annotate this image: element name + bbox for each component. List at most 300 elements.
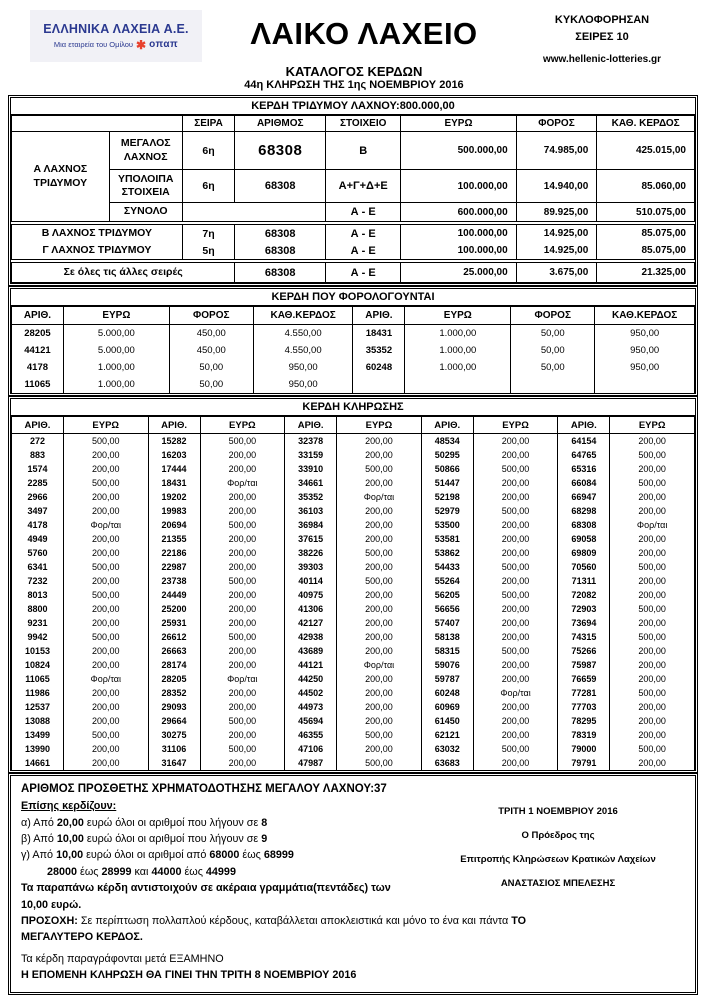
prize-amount: 200,00	[337, 742, 422, 756]
column-header: ΚΑΘ.ΚΕΡΔΟΣ	[253, 307, 353, 325]
prize-amount: 200,00	[473, 546, 558, 560]
prize-amount: 200,00	[610, 728, 695, 742]
prize-amount: 200,00	[473, 476, 558, 490]
prize-amount: 200,00	[63, 756, 148, 770]
prize-amount: 200,00	[610, 714, 695, 728]
prize-amount: 200,00	[473, 532, 558, 546]
triple-prize-header-row	[12, 116, 695, 132]
net-amount: 510.075,00	[597, 203, 695, 222]
prize-amount: 200,00	[473, 434, 558, 449]
winning-number: 68308	[235, 263, 326, 283]
prize-amount: 200,00	[63, 546, 148, 560]
ticket-number: 69058	[558, 532, 610, 546]
signature-name: ΑΝΑΣΤΑΣΙΟΣ ΜΠΕΛΕΣΗΣ	[500, 878, 616, 889]
ticket-number: 53581	[421, 532, 473, 546]
table-row	[12, 504, 695, 518]
prize-amount: 50,00	[511, 359, 595, 376]
ticket-number: 9231	[12, 616, 64, 630]
ticket-number: 18431	[148, 476, 200, 490]
prize-amount: 50,00	[511, 342, 595, 359]
prize-amount: 200,00	[337, 644, 422, 658]
c-laxnos-row	[12, 242, 695, 260]
winning-number: 68308	[235, 225, 326, 243]
winning-number: 68308	[235, 242, 326, 260]
ticket-number: 54433	[421, 560, 473, 574]
ticket-number: 13499	[12, 728, 64, 742]
ticket-number: 47106	[285, 742, 337, 756]
footer-text: ΜΕΓΑΛΥΤΕΡΟ ΚΕΡΔΟΣ.	[21, 931, 143, 944]
prize-amount: 500,00	[610, 686, 695, 700]
prize-amount: 200,00	[610, 574, 695, 588]
signature-role-2: Επιτροπής Κληρώσεων Κρατικών Λαχείων	[460, 854, 656, 865]
ticket-number: 75266	[558, 644, 610, 658]
prize-amount: 450,00	[169, 342, 253, 359]
ticket-number: 41306	[285, 602, 337, 616]
ticket-number: 13088	[12, 714, 64, 728]
prize-amount: 200,00	[337, 714, 422, 728]
series-cell: 7η	[182, 225, 235, 243]
ticket-number: 35352	[353, 342, 405, 359]
prize-amount: 200,00	[337, 504, 422, 518]
ticket-number: 8013	[12, 588, 64, 602]
column-header: ΦΟΡΟΣ	[169, 307, 253, 325]
ticket-number: 61450	[421, 714, 473, 728]
prize-amount: 200,00	[200, 462, 285, 476]
draw-prizes-banner: ΚΕΡΔΗ ΚΛΗΡΩΣΗΣ	[11, 399, 695, 416]
tax-amount: 14.925,00	[516, 225, 597, 243]
ticket-number: 28205	[12, 325, 64, 343]
prize-amount: 200,00	[63, 714, 148, 728]
prize-amount: 500,00	[200, 742, 285, 756]
ticket-number: 71311	[558, 574, 610, 588]
ticket-number: 52198	[421, 490, 473, 504]
net-amount: 85.075,00	[597, 242, 695, 260]
footer-text: έως	[77, 865, 102, 878]
prize-amount: 200,00	[473, 728, 558, 742]
prize-amount: 200,00	[473, 602, 558, 616]
ticket-number: 63032	[421, 742, 473, 756]
prize-amount: 5.000,00	[63, 325, 169, 343]
prize-amount: 200,00	[473, 630, 558, 644]
ticket-number: 72082	[558, 588, 610, 602]
ticket-number: 78295	[558, 714, 610, 728]
prize-amount: 1.000,00	[405, 359, 511, 376]
ticket-number: 79791	[558, 756, 610, 770]
prize-amount: 4.550,00	[253, 325, 353, 343]
ticket-number: 31106	[148, 742, 200, 756]
ticket-number: 33159	[285, 448, 337, 462]
footer-text: 44999	[205, 865, 236, 878]
prize-amount: 200,00	[610, 588, 695, 602]
prize-amount: 200,00	[63, 462, 148, 476]
table-row	[12, 616, 695, 630]
ticket-number: 38226	[285, 546, 337, 560]
ticket-number: 63683	[421, 756, 473, 770]
table-row	[12, 448, 695, 462]
ticket-number: 2966	[12, 490, 64, 504]
table-row	[12, 658, 695, 672]
table-row	[12, 672, 695, 686]
column-header: ΑΡΙΘ.	[12, 307, 64, 325]
ticket-number: 50295	[421, 448, 473, 462]
taxed-winnings-table	[11, 306, 695, 393]
prize-amount: 200,00	[473, 490, 558, 504]
table-row	[12, 686, 695, 700]
prize-amount	[511, 376, 595, 393]
footer-text: Η ΕΠΟΜΕΝΗ ΚΛΗΡΩΣΗ ΘΑ ΓΙΝΕΙ ΤΗΝ ΤΡΙΤΗ 8 ΝΟΕΜΒΡΙΟΥ 2016	[21, 969, 357, 982]
col-header-stoixeio: ΣΤΟΙΧΕΙΟ	[326, 116, 401, 132]
footer-line	[21, 931, 685, 943]
ticket-number: 42127	[285, 616, 337, 630]
column-header: ΑΡΙΘ.	[421, 417, 473, 434]
footer-text: γ) Από	[21, 849, 57, 862]
prize-amount: 500,00	[337, 462, 422, 476]
prize-amount: 200,00	[473, 700, 558, 714]
signature-role-1: Ο Πρόεδρος της	[521, 830, 595, 841]
prize-amount: 200,00	[610, 462, 695, 476]
empty-cell	[182, 203, 325, 222]
ticket-number: 72903	[558, 602, 610, 616]
ticket-number: 21355	[148, 532, 200, 546]
footer-line	[21, 969, 685, 981]
prize-amount: 200,00	[63, 616, 148, 630]
prize-amount: 200,00	[200, 560, 285, 574]
prize-amount: 200,00	[200, 644, 285, 658]
prize-amount: 200,00	[610, 490, 695, 504]
ticket-number: 14661	[12, 756, 64, 770]
table-row	[12, 546, 695, 560]
table-row	[12, 434, 695, 449]
ticket-number: 78319	[558, 728, 610, 742]
table-row	[12, 756, 695, 770]
net-amount: 425.015,00	[597, 132, 695, 170]
website-url: www.hellenic-lotteries.gr	[543, 54, 661, 65]
ticket-number: 28174	[148, 658, 200, 672]
ticket-number: 52979	[421, 504, 473, 518]
prize-amount: 50,00	[511, 325, 595, 343]
table-row	[12, 359, 695, 376]
ticket-number: 28352	[148, 686, 200, 700]
ticket-number: 24449	[148, 588, 200, 602]
prize-amount: 200,00	[200, 700, 285, 714]
ticket-number: 50866	[421, 462, 473, 476]
ticket-number: 45694	[285, 714, 337, 728]
ticket-number: 40114	[285, 574, 337, 588]
table-row	[12, 518, 695, 532]
prize-amount: 200,00	[337, 448, 422, 462]
ticket-number: 31647	[148, 756, 200, 770]
prize-amount: Φορ/ται	[200, 476, 285, 490]
footer-text: 28000	[47, 865, 78, 878]
prize-amount: 200,00	[63, 644, 148, 658]
document-header	[0, 0, 708, 95]
prize-amount: 200,00	[200, 546, 285, 560]
prize-amount	[595, 376, 695, 393]
tax-amount: 74.985,00	[516, 132, 597, 170]
prize-amount: 200,00	[337, 532, 422, 546]
column-header: ΑΡΙΘ.	[148, 417, 200, 434]
taxed-winnings-section	[8, 286, 698, 396]
prize-amount: 200,00	[337, 616, 422, 630]
prize-amount: 200,00	[610, 616, 695, 630]
ticket-number: 53862	[421, 546, 473, 560]
net-amount: 21.325,00	[597, 263, 695, 283]
ticket-number: 73694	[558, 616, 610, 630]
tax-amount: 89.925,00	[516, 203, 597, 222]
draw-title: 44η ΚΛΗΡΩΣΗ ΤΗΣ 1ης ΝΟΕΜΒΡΙΟΥ 2016	[244, 79, 464, 91]
footer-text: ΤΟ	[511, 915, 527, 928]
prize-amount: 5.000,00	[63, 342, 169, 359]
footer-text: 28999	[101, 865, 132, 878]
ticket-number: 40975	[285, 588, 337, 602]
table-row	[12, 630, 695, 644]
ticket-number: 42938	[285, 630, 337, 644]
ticket-number: 35352	[285, 490, 337, 504]
prize-amount: 500,00	[337, 728, 422, 742]
company-name: ΕΛΛΗΝΙΚΑ ΛΑΧΕΙΑ Α.Ε.	[43, 21, 189, 36]
table-row	[12, 462, 695, 476]
prize-amount: 1.000,00	[63, 359, 169, 376]
ticket-number: 57407	[421, 616, 473, 630]
prize-amount: 200,00	[200, 756, 285, 770]
ticket-number: 23738	[148, 574, 200, 588]
ticket-number: 46355	[285, 728, 337, 742]
ticket-number: 29664	[148, 714, 200, 728]
prize-amount: 50,00	[169, 376, 253, 393]
footer-text: έως	[181, 865, 206, 878]
ticket-number: 44250	[285, 672, 337, 686]
prize-amount: Φορ/ται	[63, 518, 148, 532]
table-row	[12, 376, 695, 393]
prize-amount: 950,00	[595, 342, 695, 359]
ticket-number: 11065	[12, 376, 64, 393]
prize-amount: 200,00	[200, 490, 285, 504]
ticket-number: 25200	[148, 602, 200, 616]
prize-amount: 200,00	[610, 700, 695, 714]
prize-amount: 500,00	[63, 728, 148, 742]
prize-amount: 200,00	[473, 658, 558, 672]
series-info	[504, 12, 700, 65]
winning-number: 68308	[235, 170, 326, 203]
ticket-number: 22186	[148, 546, 200, 560]
column-header: ΑΡΙΘ.	[353, 307, 405, 325]
prize-amount: 500,00	[200, 714, 285, 728]
prize-amount: 200,00	[337, 630, 422, 644]
ticket-number: 56656	[421, 602, 473, 616]
ticket-number: 79000	[558, 742, 610, 756]
prize-amount: 500,00	[63, 588, 148, 602]
signature-date: ΤΡΙΤΗ 1 ΝΟΕΜΒΡΙΟΥ 2016	[498, 806, 618, 817]
table-row	[12, 728, 695, 742]
ticket-number: 10153	[12, 644, 64, 658]
footer-text: 8	[261, 816, 268, 829]
footer-text: 68999	[263, 849, 294, 862]
ticket-number: 29093	[148, 700, 200, 714]
prize-amount: 200,00	[200, 448, 285, 462]
page-title: ΛΑΙΚΟ ΛΑΧΕΙΟ	[250, 16, 478, 51]
b-laxnos-row	[12, 225, 695, 243]
prize-amount: 200,00	[473, 756, 558, 770]
prize-amount: 950,00	[595, 325, 695, 343]
prize-amount: 200,00	[473, 616, 558, 630]
prize-amount: 200,00	[337, 518, 422, 532]
prize-amount: 200,00	[63, 490, 148, 504]
ticket-number: 17444	[148, 462, 200, 476]
ticket-number: 65316	[558, 462, 610, 476]
ticket-number: 59787	[421, 672, 473, 686]
footer-text: 10,00	[56, 849, 84, 862]
series-cell: 6η	[182, 170, 235, 203]
column-header: ΚΑΘ.ΚΕΡΔΟΣ	[595, 307, 695, 325]
ticket-number: 77703	[558, 700, 610, 714]
prize-amount: 200,00	[337, 672, 422, 686]
column-header: ΑΡΙΘ.	[558, 417, 610, 434]
prize-amount: 500,00	[473, 462, 558, 476]
draw-header-row	[12, 417, 695, 434]
column-header: ΑΡΙΘ.	[285, 417, 337, 434]
prize-amount: 200,00	[473, 714, 558, 728]
signature-block	[433, 806, 683, 902]
row-label: Σε όλες τις άλλες σειρές	[12, 263, 235, 283]
column-header: ΕΥΡΩ	[200, 417, 285, 434]
table-row	[12, 602, 695, 616]
column-header: ΑΡΙΘ.	[12, 417, 64, 434]
col-header-euro: ΕΥΡΩ	[401, 116, 516, 132]
ticket-number: 58138	[421, 630, 473, 644]
prize-amount: 200,00	[63, 504, 148, 518]
euro-amount: 25.000,00	[401, 263, 516, 283]
prize-amount: Φορ/ται	[63, 672, 148, 686]
net-amount: 85.060,00	[597, 170, 695, 203]
euro-amount: 100.000,00	[401, 242, 516, 260]
footer-text: ΠΡΟΣΟΧΗ:	[21, 915, 78, 928]
footer-text: β) Από	[21, 833, 57, 846]
column-header: ΕΥΡΩ	[337, 417, 422, 434]
euro-amount: 100.000,00	[401, 170, 516, 203]
prize-amount: 200,00	[473, 448, 558, 462]
ticket-number: 64154	[558, 434, 610, 449]
table-row	[12, 588, 695, 602]
prize-amount: 50,00	[169, 359, 253, 376]
column-header: ΕΥΡΩ	[405, 307, 511, 325]
company-subtitle	[54, 39, 178, 51]
ticket-number: 6341	[12, 560, 64, 574]
row-label: ΥΠΟΛΟΙΠΑ ΣΤΟΙΧΕΙΑ	[109, 170, 182, 203]
column-header: ΕΥΡΩ	[63, 417, 148, 434]
prize-amount: 200,00	[200, 504, 285, 518]
prize-amount: 200,00	[337, 700, 422, 714]
footer-text: 68000	[209, 849, 240, 862]
triple-prize-banner: ΚΕΡΔΗ ΤΡΙΔΥΜΟΥ ΛΑΧΝΟΥ:800.000,00	[11, 98, 695, 115]
prize-amount: 200,00	[610, 546, 695, 560]
col-header-seira: ΣΕΙΡΑ	[182, 116, 235, 132]
footer-text: Επίσης κερδίζουν:	[21, 800, 117, 813]
prize-amount: 200,00	[200, 616, 285, 630]
footer-text: Σε περίπτωση πολλαπλού κέρδους, καταβάλλεται αποκλειστικά και μόνο το ένα και πάντα	[77, 915, 512, 928]
winning-number: 68308	[235, 132, 326, 170]
ticket-number: 68298	[558, 504, 610, 518]
ticket-number: 18431	[353, 325, 405, 343]
footer-text: 44000	[151, 865, 182, 878]
prize-amount: Φορ/ται	[610, 518, 695, 532]
row-label: ΜΕΓΑΛΟΣ ΛΑΧΝΟΣ	[109, 132, 182, 170]
triple-prize-section	[8, 95, 698, 286]
footer-text: και	[131, 865, 152, 878]
ticket-number: 19983	[148, 504, 200, 518]
prize-amount: 950,00	[253, 376, 353, 393]
ticket-number: 60969	[421, 700, 473, 714]
prize-amount: 200,00	[63, 686, 148, 700]
prize-amount: 1.000,00	[63, 376, 169, 393]
prize-amount: 200,00	[200, 686, 285, 700]
ticket-number: 13990	[12, 742, 64, 756]
prize-amount: 200,00	[610, 756, 695, 770]
ticket-number: 58315	[421, 644, 473, 658]
ticket-number: 7232	[12, 574, 64, 588]
prize-amount: 500,00	[473, 742, 558, 756]
col-header-net: ΚΑΘ. ΚΕΡΔΟΣ	[597, 116, 695, 132]
footer-text: ευρώ όλοι οι αριθμοί από	[83, 849, 210, 862]
series-cell: 6η	[182, 132, 235, 170]
ticket-number: 9942	[12, 630, 64, 644]
prize-amount: 500,00	[63, 630, 148, 644]
prize-amount: 500,00	[200, 630, 285, 644]
table-row	[12, 742, 695, 756]
col-header-tax: ΦΟΡΟΣ	[516, 116, 597, 132]
table-row	[12, 532, 695, 546]
prize-amount: 500,00	[337, 574, 422, 588]
table-row	[12, 574, 695, 588]
prize-amount: 500,00	[200, 574, 285, 588]
footer-line	[21, 915, 685, 927]
prize-amount: 200,00	[200, 602, 285, 616]
ticket-number: 5760	[12, 546, 64, 560]
footer-text: ευρώ όλοι οι αριθμοί που λήγουν σε	[83, 816, 262, 829]
prize-amount: 200,00	[337, 560, 422, 574]
footer-text: 20,00	[56, 816, 84, 829]
other-series-row	[12, 263, 695, 283]
series-circulated-label: ΚΥΚΛΟΦΟΡΗΣΑΝ	[554, 14, 650, 26]
prize-amount: 200,00	[200, 588, 285, 602]
prize-amount: 450,00	[169, 325, 253, 343]
ticket-number: 10824	[12, 658, 64, 672]
prize-amount: 200,00	[610, 532, 695, 546]
prize-amount: 200,00	[63, 574, 148, 588]
prize-amount: 500,00	[610, 742, 695, 756]
euro-amount: 600.000,00	[401, 203, 516, 222]
ticket-number: 34661	[285, 476, 337, 490]
ticket-number: 16203	[148, 448, 200, 462]
ypoloipa-stoixeia-row	[12, 170, 695, 203]
prize-amount: 500,00	[610, 476, 695, 490]
ticket-number: 2285	[12, 476, 64, 490]
ticket-number: 74315	[558, 630, 610, 644]
prize-amount: Φορ/ται	[473, 686, 558, 700]
ticket-number: 62121	[421, 728, 473, 742]
ticket-number: 22987	[148, 560, 200, 574]
footer-text: α) Από	[21, 816, 57, 829]
footer-text: ευρώ όλοι οι αριθμοί που λήγουν σε	[83, 833, 262, 846]
catalog-title: ΚΑΤΑΛΟΓΟΣ ΚΕΡΔΩΝ	[285, 64, 423, 79]
table-row	[12, 700, 695, 714]
footer-text: 10,00 ευρώ.	[21, 898, 82, 911]
other-series-table	[11, 262, 695, 283]
ticket-number: 44502	[285, 686, 337, 700]
table-row	[12, 342, 695, 359]
footer-text: έως	[239, 849, 264, 862]
stoixeio-cell: Α - Ε	[326, 203, 401, 222]
tax-amount: 3.675,00	[516, 263, 597, 283]
